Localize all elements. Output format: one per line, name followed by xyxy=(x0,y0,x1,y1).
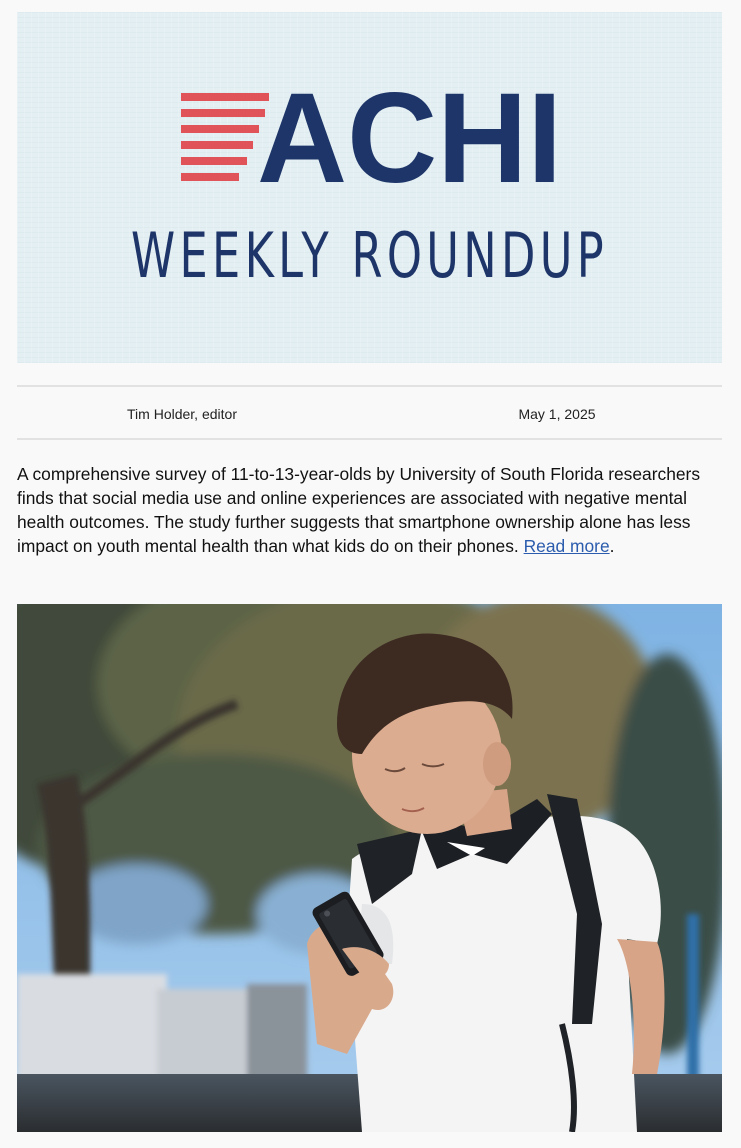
article-body: A comprehensive survey of 11-to-13-year-olds by University of South Florida researchers finds that social media use and online experiences are associated with negative mental health outcomes. The study further suggests that smartphone ownership alone has less impact on youth mental health than what kids do on their phones. xyxy=(17,464,701,556)
achi-logo xyxy=(17,12,722,363)
header-banner xyxy=(17,12,722,363)
photo-boy-with-phone-icon xyxy=(17,604,722,1132)
article-paragraph xyxy=(17,462,727,558)
article-photo xyxy=(17,604,722,1132)
issue-date: May 1, 2025 xyxy=(518,406,596,422)
banner-title: WEEKLY ROUNDUP xyxy=(131,219,608,292)
stripes-icon xyxy=(181,93,269,181)
divider-bottom xyxy=(17,438,722,440)
read-more-link[interactable]: Read more xyxy=(523,536,610,556)
article-trailing: . xyxy=(609,536,615,556)
logo-text: ACHI xyxy=(257,67,562,210)
editor-byline: Tim Holder, editor xyxy=(127,406,237,422)
divider-top xyxy=(17,385,722,387)
